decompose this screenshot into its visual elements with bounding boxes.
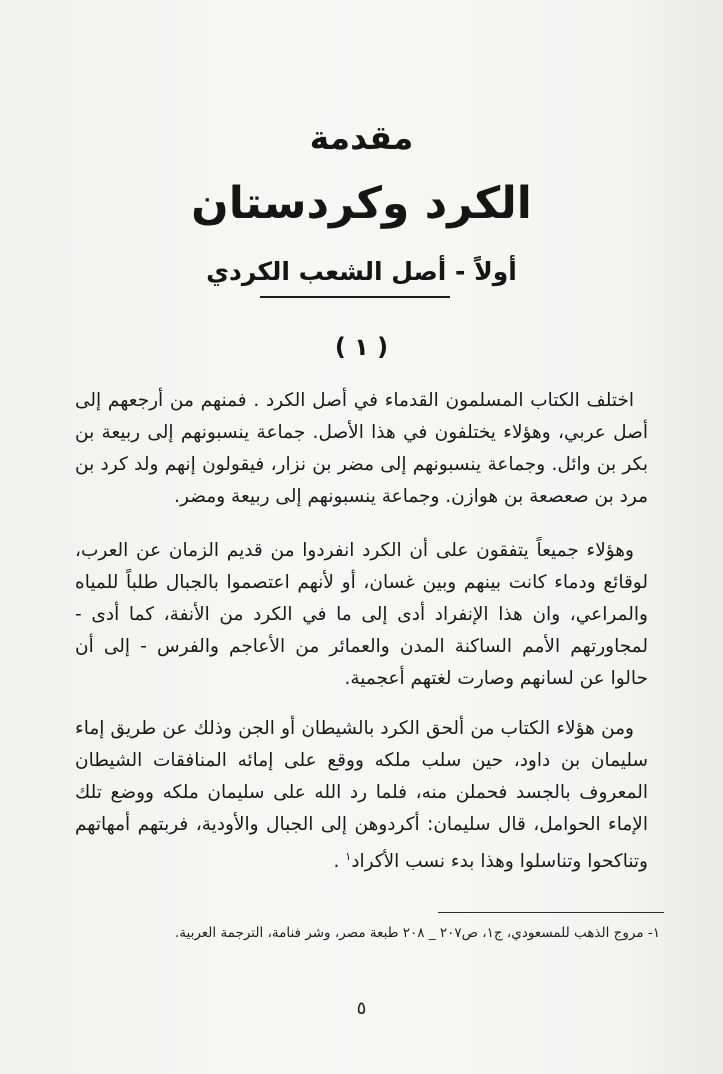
paragraph-2: [75, 535, 648, 695]
paragraph-3: [75, 713, 648, 878]
paragraph-text: اختلف الكتاب المسلمون القدماء في أصل الكرد . فمنهم من أرجعهم إلى أصل عربي، وهؤلاء يختلفون في هذا الأصل. جماعة ينسبونهم إلى ربيعة بن بكر بن وائل. وجماعة ينسبونهم إلى مضر بن نزار، فيقولون إنهم ولد كرد بن مرد بن صعصعة بن هوازن. وجماعة ينسبونهم إلى ربيعة ومضر.: [75, 390, 648, 507]
section-title: أولاً - أصل الشعب الكردي: [206, 257, 517, 286]
chapter-title: الكرد وكردستان: [191, 178, 532, 229]
footnote-marker: ١: [345, 850, 352, 863]
section-number: ( ١ ): [334, 333, 389, 361]
paragraph-text-content: ومن هؤلاء الكتاب من ألحق الكرد بالشيطان أو الجن وذلك عن طريق إماء سليمان بن داود، حين سلب ملكه ووقع على إمائه المنافقات الشيطان المعروف بالجسد فحملن منه، فلما رد الله على سليمان ملكه ووضع تلك الإماء الحوامل، قال سليمان: أكردوهن إلى الجبال والأودية، فربتهم أمهاتهم وتناكحوا وتناسلوا وهذا بدء نسب الأكراد: [75, 718, 648, 873]
footnote-divider: [438, 912, 664, 913]
paragraph-text: وهؤلاء جميعاً يتفقون على أن الكرد انفردوا من قديم الزمان عن العرب، لوقائع ودماء كانت بينهم وبين غسان، أو لأنهم اعتصموا بالجبال طلباً للمياه والمراعي، وان هذا الإنفراد أدى إلى ما في الكرد من الأنفة، كما أدى - لمجاورتهم الأمم الساكنة المدن والعمائر من الأعاجم والفرس - إلى أن حالوا عن لسانهم وصارت لغتهم أعجمية.: [75, 540, 648, 689]
paragraph-text: ومن هؤلاء الكتاب من ألحق الكرد بالشيطان أو الجن وذلك عن طريق إماء سليمان بن داود، حين سلب ملكه ووقع على إمائه المنافقات الشيطان المعروف بالجسد فحملن منه، فلما رد الله على سليمان ملكه ووضع تلك الإماء الحوامل، قال سليمان: أكردوهن إلى الجبال والأودية، فربتهم أمهاتهم وتناكحوا وتناسلوا وهذا بدء نسب الأكراد$^١$ .: [75, 718, 648, 873]
footnote: ١- مروج الذهب للمسعودي، ج١، ص٢٠٧ _ ٢٠٨ طبعة مصر، وشر فنامة، الترجمة العربية.: [174, 925, 660, 941]
section-title-underline: [260, 296, 450, 298]
page-number: ٥: [356, 998, 367, 1019]
paragraph-1: [75, 385, 648, 513]
intro-heading: مقدمة: [309, 118, 414, 157]
